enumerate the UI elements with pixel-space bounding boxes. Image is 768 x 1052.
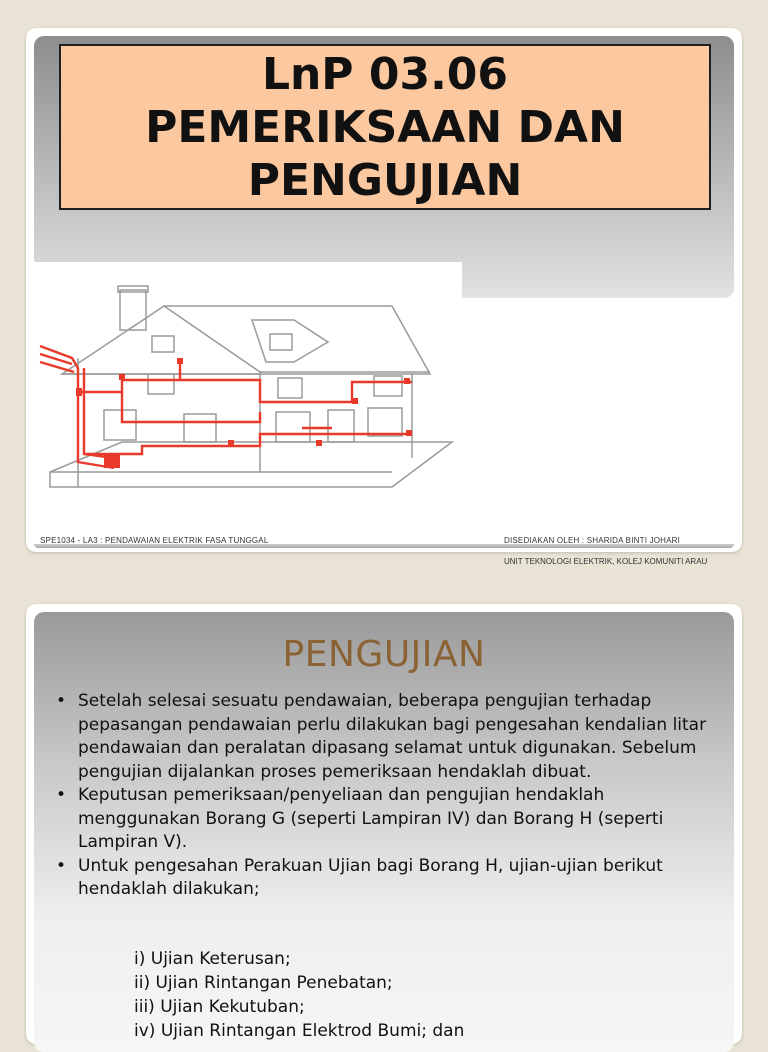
- bullet-icon: •: [56, 785, 67, 805]
- test-item: i) Ujian Keterusan;: [134, 949, 291, 969]
- house-wiring-illustration: [32, 262, 462, 524]
- test-list: [134, 947, 464, 1043]
- bullet-icon: •: [56, 855, 67, 876]
- bullet-text: Untuk pengesahan Perakuan Ujian bagi Borang H, ujian-ujian berikut hendaklah dilakukan;: [78, 855, 663, 899]
- title-box: [59, 44, 711, 210]
- content-panel: [34, 612, 734, 1052]
- list-item: [54, 784, 714, 855]
- slide-title: PENGUJIAN: [282, 634, 486, 675]
- list-item: [54, 690, 714, 784]
- bullet-text: Keputusan pemeriksaan/penyeliaan dan pengujian hendaklah menggunakan Borang G (seperti Lampiran IV) dan Borang H (seperti Lampiran V).: [78, 785, 664, 852]
- list-item: [54, 855, 714, 902]
- bullet-text: Setelah selesai sesuatu pendawaian, beberapa pengujian terhadap pepasangan pendawaian perlu dilakukan bagi pengesahan kendalian litar pendawaian dan peralatan dipasang selamat untuk digunakan. Sebelum pengujian dijalankan proses pemeriksaan hendaklah dibuat.: [78, 691, 707, 782]
- title-slide: [26, 28, 742, 552]
- title-line-1: LnP 03.06: [261, 48, 509, 100]
- course-code-footer: SPE1034 - LA3 : PENDAWAIAN ELEKTRIK FASA TUNGGAL: [40, 536, 269, 545]
- title-line-2: PEMERIKSAAN DAN: [145, 101, 625, 153]
- title-line-3: PENGUJIAN: [247, 154, 523, 206]
- unit-footer: UNIT TEKNOLOGI ELEKTRIK, KOLEJ KOMUNITI ARAU: [504, 557, 708, 566]
- test-item: iii) Ujian Kekutuban;: [134, 997, 305, 1017]
- author-footer: DISEDIAKAN OLEH : SHARIDA BINTI JOHARI: [504, 536, 681, 545]
- bullet-icon: •: [56, 691, 67, 711]
- test-item: ii) Ujian Rintangan Penebatan;: [134, 973, 393, 993]
- content-slide: [26, 604, 742, 1044]
- test-item: iv) Ujian Rintangan Elektrod Bumi; dan: [134, 1021, 465, 1041]
- bullet-list: [54, 690, 714, 902]
- house-icon: [32, 262, 462, 524]
